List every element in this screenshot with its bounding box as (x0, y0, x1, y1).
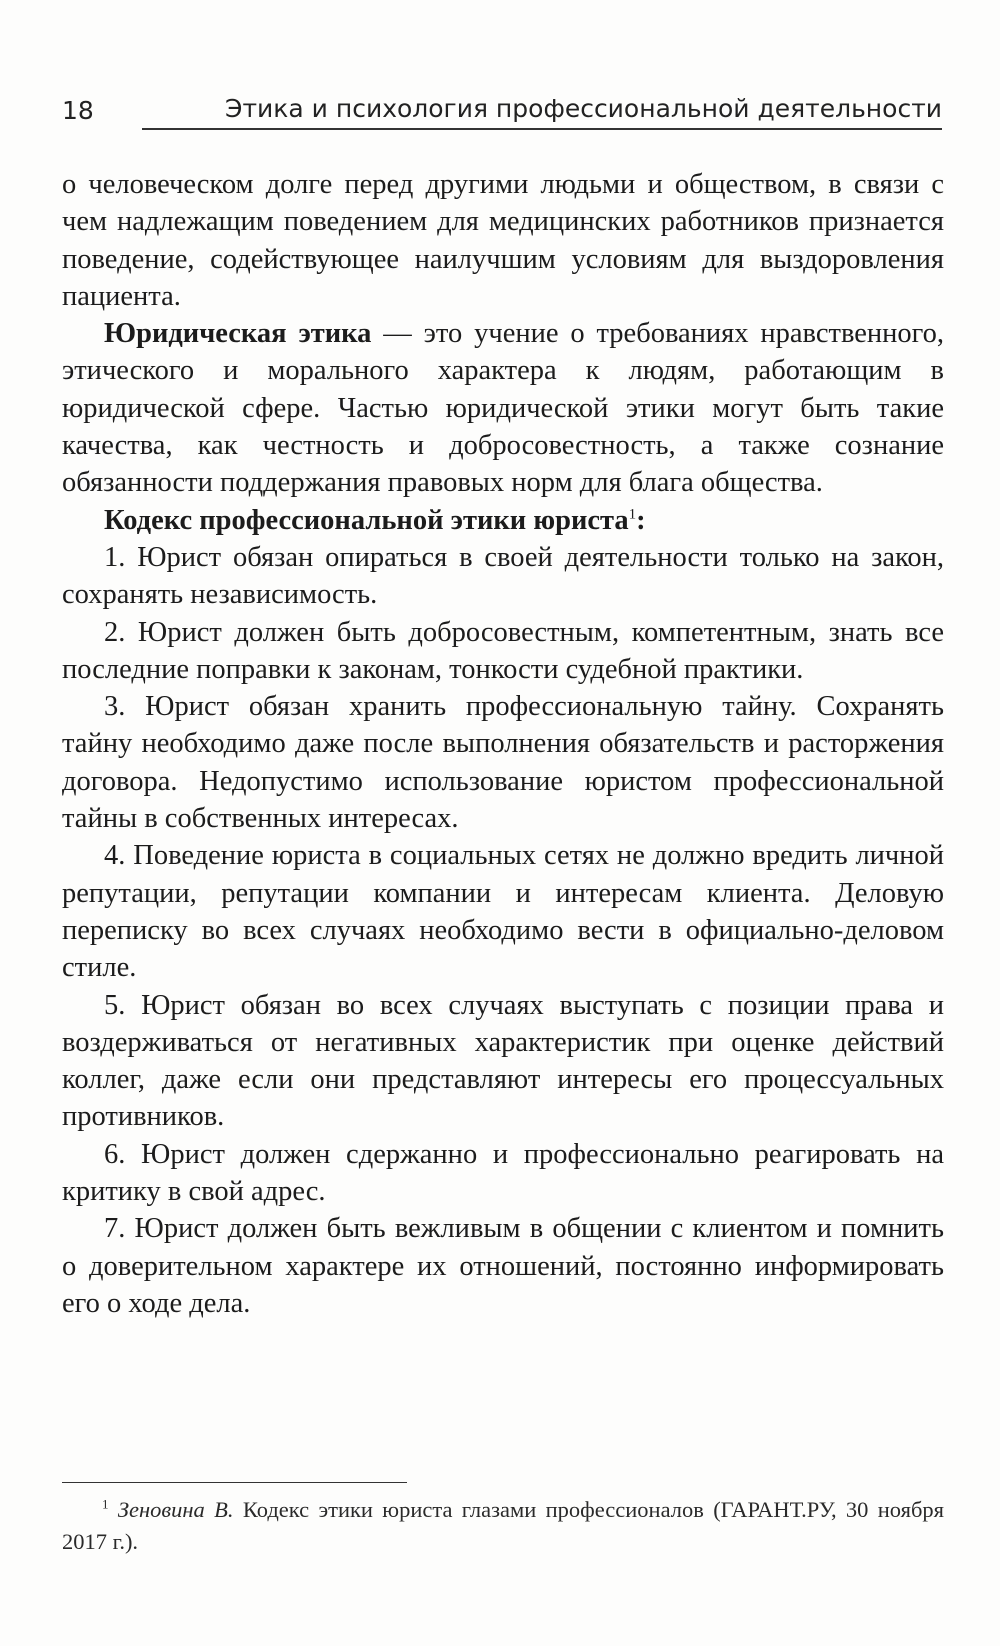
code-heading (62, 502, 944, 539)
paragraph-continuation: о человеческом долге перед другими людьми и обществом, в связи с чем надлежащим поведением для медицинских работников признается поведение, содействующее наилучшим условиям для выздоровления пациента. (62, 169, 944, 312)
footnote (62, 1494, 944, 1558)
code-item-6: 6. Юрист должен сдержанно и профессионально реагировать на критику в свой адрес. (62, 1138, 944, 1208)
code-item-7: 7. Юрист должен быть вежливым в общении с клиентом и помнить о доверительном характере их отношений, постоянно информировать его о ходе дела. (62, 1213, 944, 1319)
footnote-rule (62, 1482, 407, 1483)
paragraph-legal-ethics (62, 315, 944, 501)
running-header (62, 88, 942, 128)
main-text (62, 166, 944, 1322)
code-item-1: 1. Юрист обязан опираться в своей деятельности только на закон, сохранять независимость. (62, 541, 944, 611)
footnote-reference[interactable]: 1 (628, 506, 637, 523)
code-heading-colon: : (636, 504, 646, 536)
footnote-text: Кодекс этики юриста глазами профессионалов (ГАРАНТ.РУ, 30 ноября 2017 г.). (62, 1497, 945, 1554)
header-rule (142, 128, 942, 130)
footnote-author: Зеновина В. (117, 1497, 234, 1522)
code-item-4: 4. Поведение юриста в социальных сетях не должно вредить личной репутации, репутации компании и интересам клиента. Деловую переписку во всех случаях необходимо вести в официально-деловом стиле. (62, 840, 944, 984)
term-legal-ethics: Юридическая этика (104, 318, 372, 350)
code-item-2: 2. Юрист должен быть добросовестным, компетентным, знать все последние поправки к законам, тонкости судебной практики. (62, 616, 944, 685)
code-heading-text: Кодекс профессиональной этики юриста (104, 504, 629, 536)
code-item-5: 5. Юрист обязан во всех случаях выступать с позиции права и воздерживаться от негативных характеристик при оценке действий коллег, даже если они представляют интересы его процессуальных противников. (62, 989, 944, 1133)
code-item-3: 3. Юрист обязан хранить профессиональную тайну. Сохранять тайну необходимо даже после выполнения обязательств и расторжения договора. Недопустимо использование юристом профессиональной тайны в собственных интересах. (62, 691, 944, 835)
footnote-marker: 1 (102, 1496, 109, 1512)
running-title: Этика и психология профессиональной деятельности (225, 94, 942, 123)
page-number: 18 (62, 96, 94, 125)
legal-ethics-definition: — это учение о требованиях нравственного, этического и морального характера к людям, работающим в юридической сфере. Частью юридической этики могут быть такие качества, как честность и добросовестность, а также сознание обязанности поддержания правовых норм для блага общества. (62, 318, 944, 499)
